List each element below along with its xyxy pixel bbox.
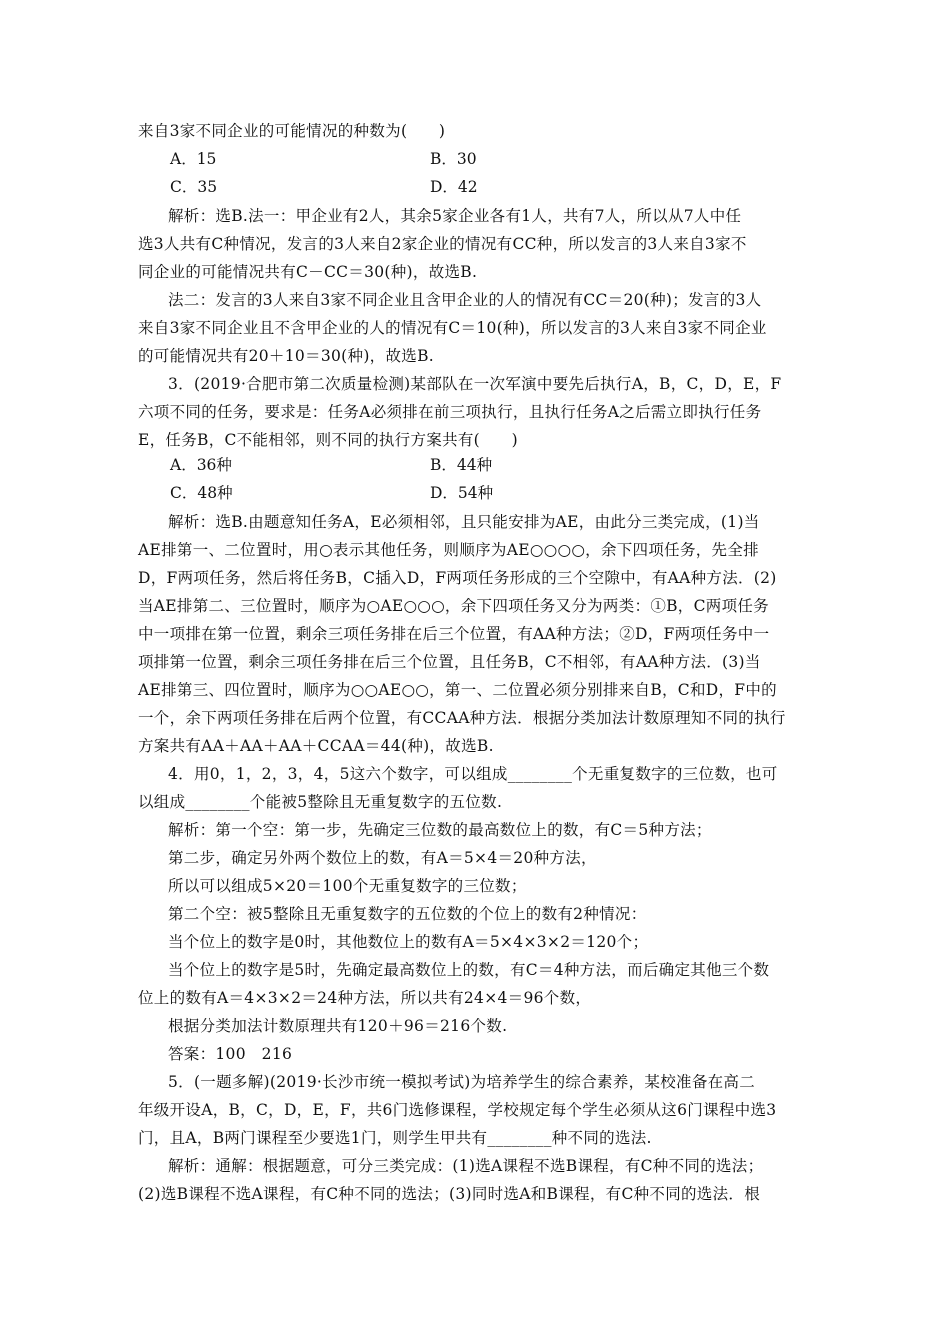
solution-paragraph: 当AE排第二、三位置时，顺序为○AE○○○，余下四项任务又分为两类：①B，C两项任务 [138,597,769,615]
question-4-stem: 以组成________个能被5整除且无重复数字的五位数. [138,793,503,811]
option-c: C．35 [170,178,218,196]
solution-paragraph: AE排第一、二位置时，用○表示其他任务，则顺序为AE○○○○，余下四项任务，先全排 [138,541,759,559]
solution-paragraph: 一个，余下两项任务排在后两个位置，有CCAA种方法．根据分类加法计数原理知不同的执行 [138,709,786,727]
question-3-options-row-1 [0,452,950,479]
option-a: A．15 [170,150,217,168]
question-3-stem: E，任务B，C不能相邻，则不同的执行方案共有( ) [138,431,518,449]
solution-paragraph: (2)选B课程不选A课程，有C种不同的选法；(3)同时选A和B课程，有C种不同的选法．根 [138,1185,761,1203]
option-b: B．44种 [430,456,493,474]
solution-paragraph: 方案共有AA＋AA＋AA＋CCAA＝44(种)，故选B. [138,737,494,755]
question-2-options-row-1 [0,146,950,173]
question-5-stem: 门，且A，B两门课程至少要选1门，则学生甲共有________种不同的选法. [138,1129,652,1147]
question-3-stem: 六项不同的任务，要求是：任务A必须排在前三项执行，且执行任务A之后需立即执行任务 [138,403,762,421]
option-d: D．54种 [430,484,494,502]
answer-line: 答案：100 216 [168,1045,293,1063]
solution-paragraph: 位上的数有A＝4×3×2＝24种方法，所以共有24×4＝96个数， [138,989,592,1007]
option-c: C．48种 [170,484,233,502]
solution-paragraph: 当个位上的数字是5时，先确定最高数位上的数，有C＝4种方法，而后确定其他三个数 [168,961,770,979]
question-3-options-row-2 [0,480,950,507]
solution-paragraph: 解析：第一个空：第一步，先确定三位数的最高数位上的数，有C＝5种方法； [168,821,712,839]
solution-paragraph: 中一项排在第一位置，剩余三项任务排在后三个位置，有AA种方法；②D，F两项任务中一 [138,625,770,643]
option-b: B．30 [430,150,477,168]
solution-paragraph: 选3人共有C种情况，发言的3人来自2家企业的情况有CC种，所以发言的3人来自3家不 [138,235,747,253]
question-4-stem: 4．用0，1，2，3，4，5这六个数字，可以组成________个无重复数字的三位数，也可 [168,765,778,783]
solution-paragraph: 第二个空：被5整除且无重复数字的五位数的个位上的数有2种情况： [168,905,647,923]
question-2-options-row-2 [0,174,950,201]
option-d: D．42 [430,178,478,196]
question-3-stem: 3．(2019·合肥市第二次质量检测)某部队在一次军演中要先后执行A，B，C，D，E，F [168,375,782,393]
solution-paragraph: 根据分类加法计数原理共有120＋96＝216个数. [168,1017,508,1035]
solution-paragraph: 同企业的可能情况共有C－CC＝30(种)，故选B. [138,263,478,281]
option-a: A．36种 [170,456,232,474]
solution-paragraph: 解析：通解：根据题意，可分三类完成：(1)选A课程不选B课程，有C种不同的选法； [168,1157,764,1175]
question-2-stem-tail: 来自3家不同企业的可能情况的种数为( ) [138,122,446,140]
solution-paragraph: 第二步，确定另外两个数位上的数，有A＝5×4＝20种方法， [168,849,597,867]
solution-paragraph: 解析：选B.法一：甲企业有2人，其余5家企业各有1人，共有7人，所以从7人中任 [168,207,742,225]
question-5-stem: 年级开设A，B，C，D，E，F，共6门选修课程，学校规定每个学生必须从这6门课程中选3 [138,1101,777,1119]
solution-paragraph: 来自3家不同企业且不含甲企业的人的情况有C＝10(种)，所以发言的3人来自3家不同企业 [138,319,767,337]
solution-paragraph: 法二：发言的3人来自3家不同企业且含甲企业的人的情况有CC＝20(种)；发言的3人 [168,291,762,309]
solution-paragraph: AE排第三、四位置时，顺序为○○AE○○，第一、二位置必须分别排来自B，C和D，F中的 [138,681,777,699]
solution-paragraph: 的可能情况共有20＋10＝30(种)，故选B. [138,347,434,365]
solution-paragraph: 项排第一位置，剩余三项任务排在后三个位置，且任务B，C不相邻，有AA种方法．(3)当 [138,653,761,671]
solution-paragraph: 当个位上的数字是0时，其他数位上的数有A＝5×4×3×2＝120个； [168,933,649,951]
solution-paragraph: D，F两项任务，然后将任务B，C插入D，F两项任务形成的三个空隙中，有AA种方法．(2) [138,569,777,587]
solution-paragraph: 解析：选B.由题意知任务A，E必须相邻，且只能安排为AE，由此分三类完成，(1)当 [168,513,760,531]
solution-paragraph: 所以可以组成5×20＝100个无重复数字的三位数； [168,877,527,895]
question-5-stem: 5．(一题多解)(2019·长沙市统一模拟考试)为培养学生的综合素养，某校准备在高二 [168,1073,756,1091]
